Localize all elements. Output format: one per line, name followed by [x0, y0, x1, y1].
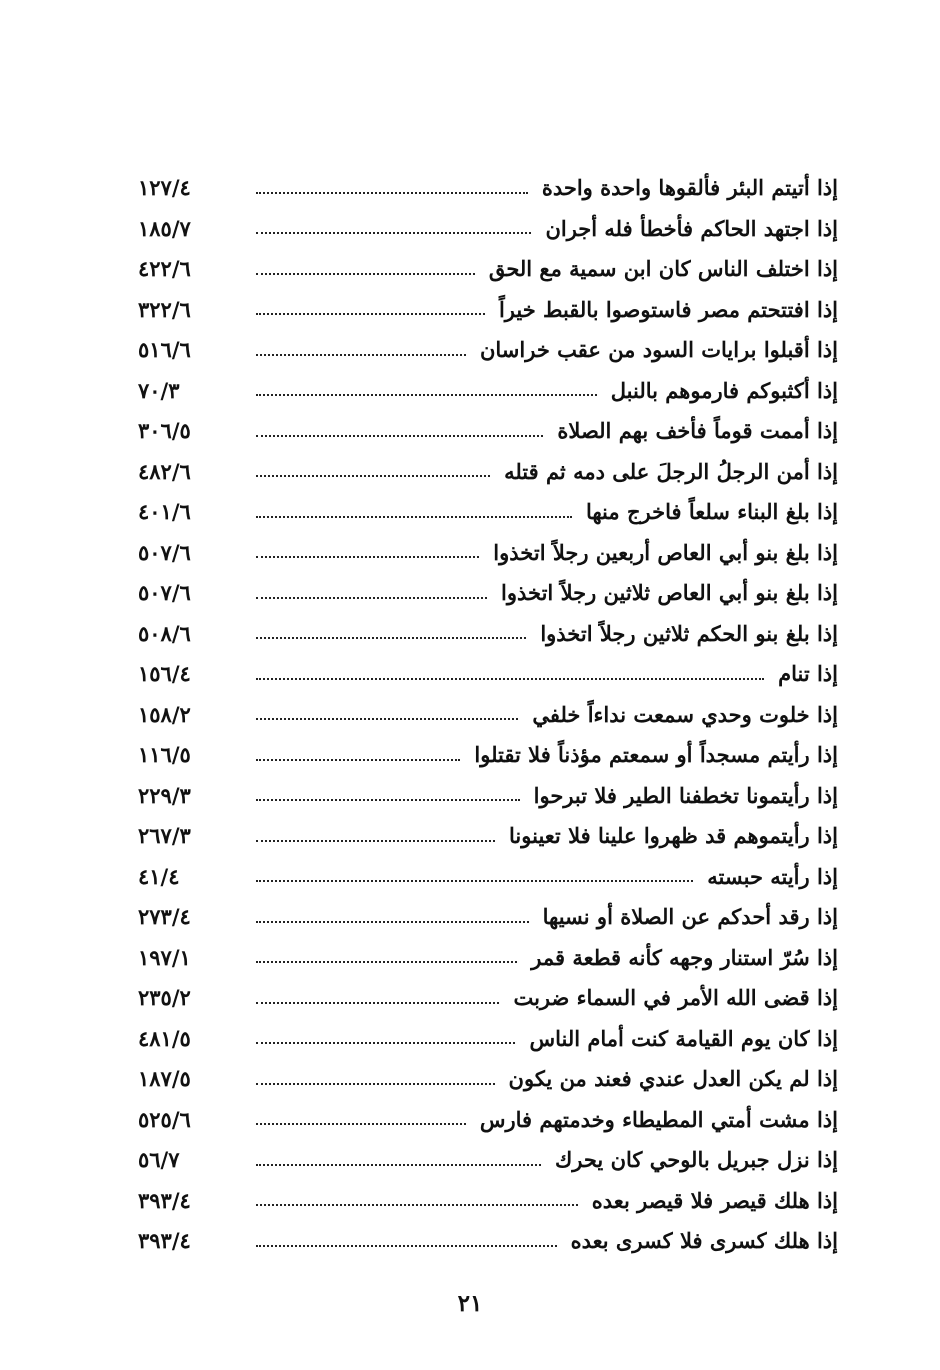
index-entry: [138, 897, 838, 938]
entry-text: إذا أكثبوكم فارموهم بالنبل: [610, 377, 838, 403]
entry-text: إذا أمن الرجلُ الرجلَ على دمه ثم قتله: [504, 458, 838, 484]
entry-text: إذا خلوت وحدي سمعت نداءاً خلفي: [532, 701, 838, 727]
dot-leader: [256, 960, 517, 963]
index-entry: [138, 168, 838, 209]
entry-text: إذا قضى الله الأمر في السماء ضربت: [513, 985, 838, 1010]
dot-leader: [256, 474, 490, 477]
dot-leader: [256, 1203, 578, 1206]
entry-reference: ٣٢٢/٦: [138, 296, 191, 322]
dot-leader: [256, 555, 479, 558]
dot-leader: [256, 717, 518, 720]
entry-reference: ٢٦٧/٣: [138, 823, 191, 848]
dot-leader: [256, 798, 520, 801]
entry-reference: ٧٠/٣: [138, 377, 180, 403]
index-entry: [138, 1100, 838, 1141]
entry-reference: ٥٠٨/٦: [138, 620, 191, 646]
entry-reference: ١١٦/٥: [138, 742, 191, 767]
entry-text: إذا أممت قوماً فأخف بهم الصلاة: [557, 418, 838, 443]
entry-text: إذا سُرّ استنار وجهه كأنه قطعة قمر: [531, 944, 838, 970]
entry-text: إذا رأيته حبسته: [707, 863, 838, 889]
index-entry: [138, 411, 838, 452]
index-entry: [138, 249, 838, 290]
index-entry: [138, 452, 838, 493]
entry-reference: ١٨٥/٧: [138, 215, 191, 241]
dot-leader: [256, 231, 531, 234]
entry-text: إذا هلك كسرى فلا كسرى بعده: [570, 1228, 838, 1253]
entry-reference: ١٢٧/٤: [138, 175, 191, 200]
dot-leader: [256, 1082, 495, 1085]
dot-leader: [256, 393, 597, 396]
entry-reference: ٤٢٢/٦: [138, 256, 191, 281]
index-entry: [138, 330, 838, 371]
dot-leader: [256, 1001, 499, 1004]
index-entry: [138, 776, 838, 817]
entry-reference: ١٩٧/١: [138, 944, 191, 970]
entry-reference: ٥٠٧/٦: [138, 580, 191, 605]
dot-leader: [256, 1244, 557, 1247]
entry-reference: ٥٢٥/٦: [138, 1106, 191, 1132]
index-entry: [138, 492, 838, 533]
entry-text: إذا بلغ بنو أبي العاص أربعين رجلاً اتخذوا: [493, 539, 838, 565]
dot-leader: [256, 353, 466, 356]
index-entry: [138, 695, 838, 736]
entry-text: إذا نزل جبريل بالوحي كان يحرك: [554, 1147, 838, 1172]
entry-text: إذا رأيتم مسجداً أو سمعتم مؤذناً فلا تقتلوا: [474, 742, 838, 767]
index-entry: [138, 816, 838, 857]
index-entry: [138, 1019, 838, 1060]
index-entry: [138, 978, 838, 1019]
entry-reference: ١٥٦/٤: [138, 661, 191, 686]
entry-text: إذا رأيتموهم قد ظهروا علينا فلا تعينونا: [509, 823, 838, 848]
entry-text: إذا أتيتم البئر فألقوها واحدة واحدة: [541, 175, 838, 200]
entry-text: إذا بلغ بنو الحكم ثلاثين رجلاً اتخذوا: [540, 620, 838, 646]
index-entry: [138, 290, 838, 331]
entry-reference: ٥١٦/٦: [138, 337, 191, 362]
index-entry: [138, 209, 838, 250]
entry-reference: ٢٣٥/٢: [138, 985, 191, 1010]
entry-text: إذا رأيتمونا تخطفنا الطير فلا تبرحوا: [533, 782, 838, 808]
entry-text: إذا افتتحتم مصر فاستوصوا بالقبط خيراً: [498, 296, 838, 322]
entry-text: إذا مشت أمتي المطيطاء وخدمتهم فارس: [479, 1106, 838, 1132]
entry-reference: ١٥٨/٢: [138, 701, 191, 727]
entry-text: إذا لم يكن العدل عندي فعند من يكون: [508, 1066, 838, 1091]
dot-leader: [256, 191, 528, 194]
dot-leader: [256, 1122, 466, 1125]
entry-reference: ٢٧٣/٤: [138, 904, 191, 929]
entry-reference: ١٨٧/٥: [138, 1066, 191, 1091]
index-entry: [138, 938, 838, 979]
index-entry: [138, 573, 838, 614]
entry-text: إذا بلغ البناء سلعاً فاخرج منها: [585, 499, 838, 524]
index-entry: [138, 735, 838, 776]
dot-leader: [256, 636, 526, 639]
entry-reference: ٣٩٣/٤: [138, 1187, 191, 1213]
index-entry: [138, 371, 838, 412]
dot-leader: [256, 312, 485, 315]
index-entry: [138, 533, 838, 574]
dot-leader: [256, 879, 693, 882]
entry-reference: ٢٢٩/٣: [138, 782, 191, 808]
index-entry: [138, 654, 838, 695]
hadith-index-list: [138, 168, 838, 1262]
entry-text: إذا أقبلوا برايات السود من عقب خراسان: [479, 337, 838, 362]
entry-reference: ٣٠٦/٥: [138, 418, 191, 443]
dot-leader: [256, 1041, 515, 1044]
index-entry: [138, 1140, 838, 1181]
index-entry: [138, 614, 838, 655]
entry-reference: ٥٦/٧: [138, 1147, 180, 1172]
entry-reference: ٥٠٧/٦: [138, 539, 191, 565]
dot-leader: [256, 596, 487, 599]
dot-leader: [256, 515, 572, 518]
entry-text: إذا تنام: [778, 661, 838, 686]
dot-leader: [256, 920, 529, 923]
dot-leader: [256, 1163, 541, 1166]
entry-reference: ٤١/٤: [138, 863, 180, 889]
entry-text: إذا اختلف الناس كان ابن سمية مع الحق: [488, 256, 838, 281]
dot-leader: [256, 839, 495, 842]
entry-text: إذا كان يوم القيامة كنت أمام الناس: [529, 1025, 838, 1051]
dot-leader: [256, 677, 764, 680]
index-entry: [138, 1181, 838, 1222]
index-entry: [138, 1221, 838, 1262]
entry-reference: ٤٠١/٦: [138, 499, 191, 524]
entry-reference: ٤٨٢/٦: [138, 458, 191, 484]
entry-reference: ٣٩٣/٤: [138, 1228, 191, 1253]
entry-text: إذا بلغ بنو أبي العاص ثلاثين رجلاً اتخذوا: [501, 580, 838, 605]
entry-text: إذا هلك قيصر فلا قيصر بعده: [591, 1187, 838, 1213]
entry-text: إذا رقد أحدكم عن الصلاة أو نسيها: [542, 904, 838, 929]
index-entry: [138, 1059, 838, 1100]
index-entry: [138, 857, 838, 898]
page-number: ٢١: [457, 1290, 483, 1317]
entry-text: إذا اجتهد الحاكم فأخطأ فله أجران: [545, 215, 838, 241]
entry-reference: ٤٨١/٥: [138, 1025, 191, 1051]
dot-leader: [256, 434, 543, 437]
dot-leader: [256, 272, 475, 275]
dot-leader: [256, 758, 460, 761]
